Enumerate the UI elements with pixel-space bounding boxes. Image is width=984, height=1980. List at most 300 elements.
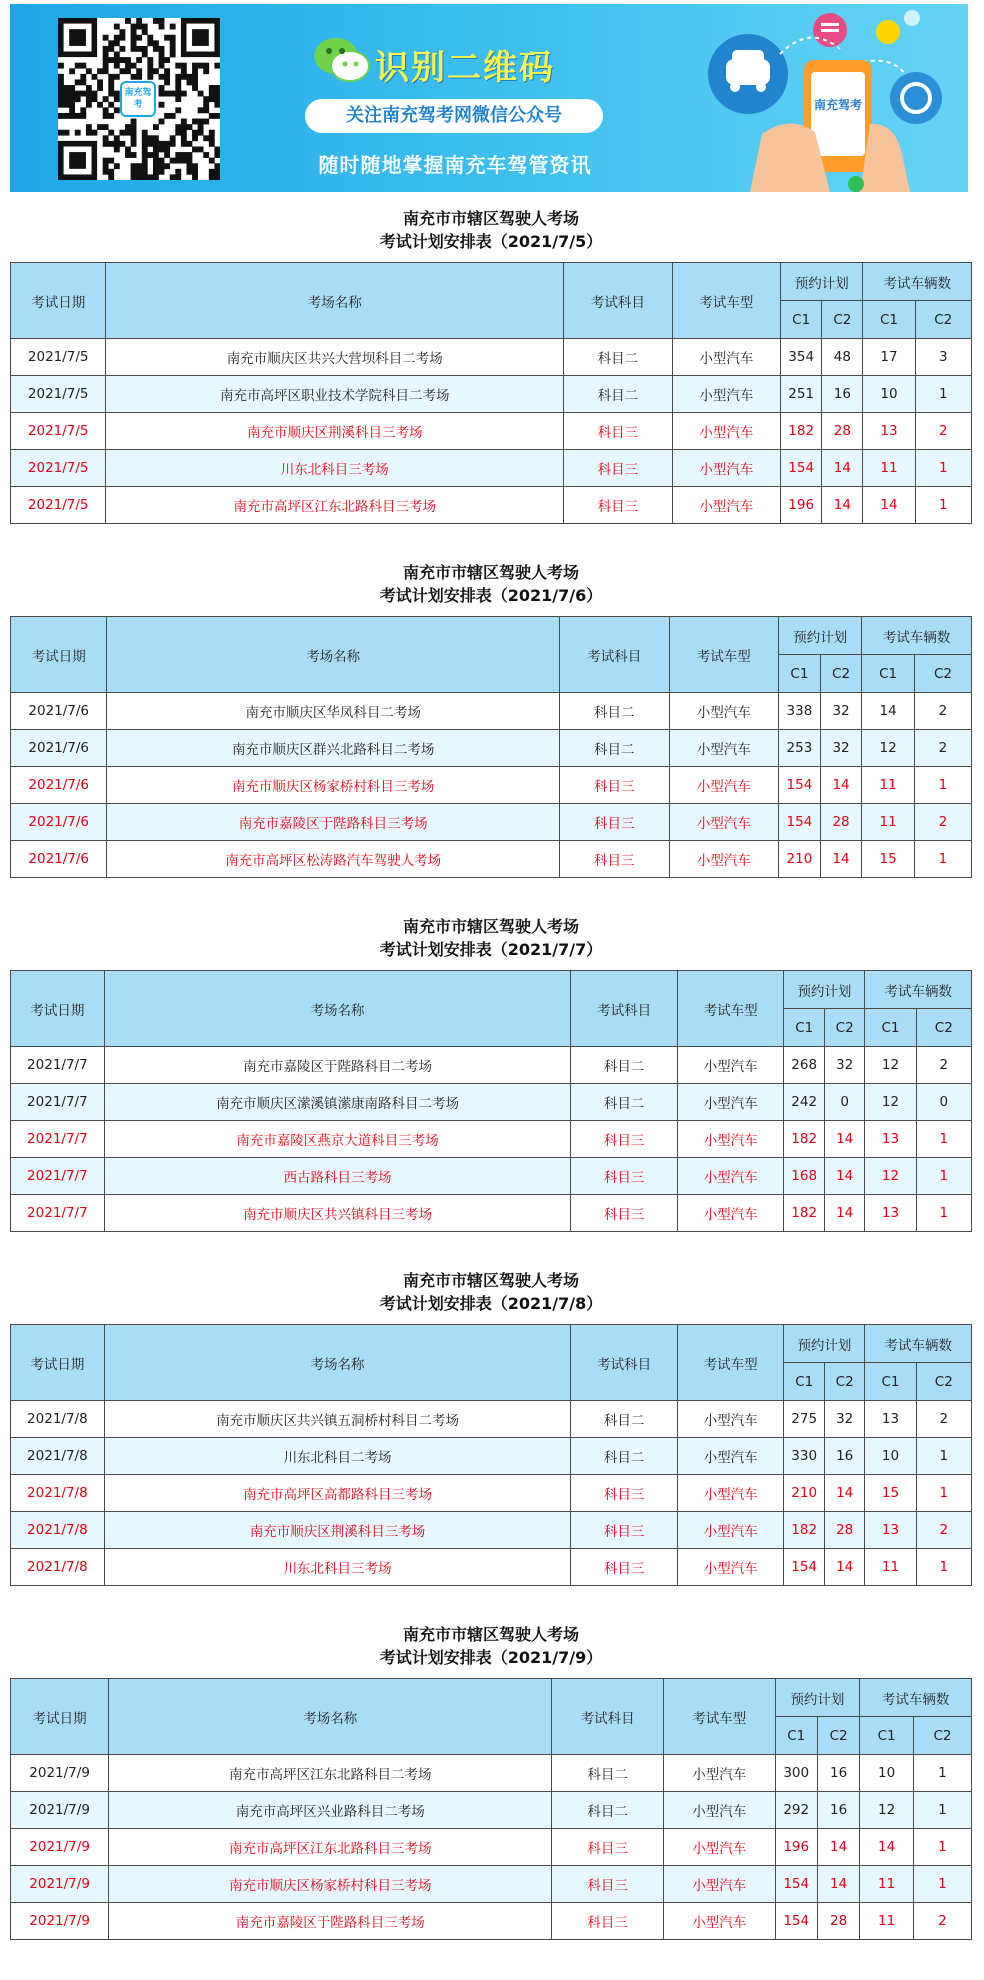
cell-subject: 科目二 bbox=[571, 1047, 678, 1084]
cell-plan-c1: 154 bbox=[775, 1866, 817, 1903]
cell-plan-c2: 14 bbox=[822, 450, 863, 487]
cell-subject: 科目三 bbox=[552, 1903, 664, 1940]
header-plan: 预约计划 bbox=[781, 263, 863, 301]
phone-screen-label: 南充驾考 bbox=[813, 98, 863, 112]
cell-venue: 南充市嘉陵区于陛路科目二考场 bbox=[104, 1047, 571, 1084]
cell-subject: 科目三 bbox=[559, 841, 669, 878]
table-row bbox=[11, 1512, 972, 1549]
cell-venue: 南充市顺庆区共兴大营坝科目二考场 bbox=[106, 339, 564, 376]
cell-date: 2021/7/7 bbox=[11, 1158, 105, 1195]
cell-plan-c1: 154 bbox=[779, 767, 821, 804]
cell-plan-c2: 48 bbox=[822, 339, 863, 376]
header-plan-c1: C1 bbox=[784, 1363, 824, 1401]
table-row bbox=[11, 376, 972, 413]
header-vehicle: 考试车型 bbox=[677, 971, 784, 1047]
cell-plan-c2: 16 bbox=[817, 1792, 859, 1829]
cell-vehicle: 小型汽车 bbox=[663, 1866, 775, 1903]
cell-date: 2021/7/8 bbox=[11, 1512, 105, 1549]
cell-date: 2021/7/8 bbox=[11, 1401, 105, 1438]
table-row bbox=[11, 1549, 972, 1586]
header-plan-c2: C2 bbox=[822, 301, 863, 339]
cell-cars-c1: 11 bbox=[863, 450, 915, 487]
cell-plan-c1: 275 bbox=[784, 1401, 824, 1438]
cell-cars-c2: 2 bbox=[915, 413, 971, 450]
cell-vehicle: 小型汽车 bbox=[669, 693, 779, 730]
header-cars-c2: C2 bbox=[916, 1363, 971, 1401]
header-subject: 考试科目 bbox=[571, 1325, 678, 1401]
cell-cars-c2: 1 bbox=[916, 1438, 971, 1475]
cell-date: 2021/7/9 bbox=[11, 1866, 109, 1903]
cell-subject: 科目二 bbox=[571, 1084, 678, 1121]
cell-plan-c2: 14 bbox=[824, 1121, 864, 1158]
cell-cars-c1: 10 bbox=[865, 1438, 916, 1475]
table-row bbox=[11, 1084, 972, 1121]
cell-subject: 科目二 bbox=[559, 693, 669, 730]
cell-venue: 南充市顺庆区共兴镇科目三考场 bbox=[104, 1195, 571, 1232]
cell-cars-c2: 0 bbox=[916, 1084, 971, 1121]
section-subtitle: 考试计划安排表（2021/7/8） bbox=[379, 1294, 603, 1313]
cell-subject: 科目二 bbox=[564, 339, 672, 376]
header-plan: 预约计划 bbox=[775, 1679, 860, 1717]
cell-venue: 南充市顺庆区杨家桥村科目三考场 bbox=[107, 767, 560, 804]
cell-venue: 南充市高坪区江东北路科目三考场 bbox=[109, 1829, 552, 1866]
table-row bbox=[11, 450, 972, 487]
cell-venue: 南充市高坪区高都路科目三考场 bbox=[104, 1475, 571, 1512]
cell-date: 2021/7/9 bbox=[11, 1903, 109, 1940]
cell-date: 2021/7/5 bbox=[11, 413, 106, 450]
cell-cars-c2: 2 bbox=[913, 1903, 971, 1940]
cell-date: 2021/7/9 bbox=[11, 1755, 109, 1792]
schedule-section bbox=[10, 1269, 972, 1586]
cell-cars-c1: 11 bbox=[862, 767, 915, 804]
cell-cars-c1: 12 bbox=[860, 1792, 914, 1829]
cell-vehicle: 小型汽车 bbox=[669, 804, 779, 841]
cell-venue: 南充市嘉陵区于陛路科目三考场 bbox=[109, 1903, 552, 1940]
header-subject: 考试科目 bbox=[571, 971, 678, 1047]
header-cars-c1: C1 bbox=[863, 301, 915, 339]
table-row bbox=[11, 1047, 972, 1084]
header-venue: 考场名称 bbox=[109, 1679, 552, 1755]
cell-subject: 科目三 bbox=[559, 767, 669, 804]
cell-date: 2021/7/8 bbox=[11, 1549, 105, 1586]
header-plan-c1: C1 bbox=[775, 1717, 817, 1755]
cell-cars-c1: 13 bbox=[865, 1121, 916, 1158]
wechat-promo-banner[interactable] bbox=[10, 4, 968, 192]
cell-cars-c2: 1 bbox=[916, 1195, 971, 1232]
cell-date: 2021/7/8 bbox=[11, 1438, 105, 1475]
schedule-table bbox=[10, 970, 972, 1232]
cell-venue: 南充市高坪区职业技术学院科目二考场 bbox=[106, 376, 564, 413]
section-subtitle: 考试计划安排表（2021/7/7） bbox=[379, 940, 603, 959]
schedule-section bbox=[10, 915, 972, 1232]
header-cars-c1: C1 bbox=[860, 1717, 914, 1755]
cell-vehicle: 小型汽车 bbox=[677, 1401, 784, 1438]
cell-vehicle: 小型汽车 bbox=[677, 1047, 784, 1084]
cell-subject: 科目三 bbox=[571, 1195, 678, 1232]
table-row bbox=[11, 1158, 972, 1195]
cell-cars-c2: 2 bbox=[914, 730, 971, 767]
header-cars-c2: C2 bbox=[915, 301, 971, 339]
header-cars: 考试车辆数 bbox=[860, 1679, 972, 1717]
section-title: 南充市市辖区驾驶人考场 bbox=[402, 1271, 579, 1290]
cell-plan-c1: 354 bbox=[781, 339, 822, 376]
cell-vehicle: 小型汽车 bbox=[669, 767, 779, 804]
header-venue: 考场名称 bbox=[106, 263, 564, 339]
cell-plan-c1: 182 bbox=[784, 1512, 824, 1549]
cell-plan-c1: 251 bbox=[781, 376, 822, 413]
cell-plan-c2: 0 bbox=[824, 1084, 864, 1121]
cell-plan-c2: 32 bbox=[824, 1047, 864, 1084]
cell-subject: 科目三 bbox=[571, 1475, 678, 1512]
cell-cars-c2: 1 bbox=[915, 450, 971, 487]
schedule-table bbox=[10, 262, 972, 524]
cell-plan-c2: 16 bbox=[824, 1438, 864, 1475]
cell-vehicle: 小型汽车 bbox=[677, 1512, 784, 1549]
header-cars-c2: C2 bbox=[913, 1717, 971, 1755]
cell-subject: 科目三 bbox=[564, 413, 672, 450]
table-row bbox=[11, 693, 972, 730]
header-plan-c2: C2 bbox=[824, 1363, 864, 1401]
cell-subject: 科目三 bbox=[559, 804, 669, 841]
cell-venue: 南充市顺庆区共兴镇五洞桥村科目二考场 bbox=[104, 1401, 571, 1438]
cell-date: 2021/7/5 bbox=[11, 339, 106, 376]
cell-date: 2021/7/9 bbox=[11, 1792, 109, 1829]
header-plan-c2: C2 bbox=[817, 1717, 859, 1755]
table-row bbox=[11, 487, 972, 524]
header-cars: 考试车辆数 bbox=[862, 617, 972, 655]
cell-date: 2021/7/9 bbox=[11, 1829, 109, 1866]
schedule-table bbox=[10, 1324, 972, 1586]
cell-cars-c1: 12 bbox=[862, 730, 915, 767]
cell-cars-c2: 2 bbox=[916, 1047, 971, 1084]
qr-code[interactable] bbox=[58, 18, 220, 180]
table-row bbox=[11, 1866, 972, 1903]
cell-plan-c1: 154 bbox=[781, 450, 822, 487]
cell-subject: 科目二 bbox=[564, 376, 672, 413]
cell-plan-c1: 154 bbox=[775, 1903, 817, 1940]
cell-cars-c2: 2 bbox=[916, 1401, 971, 1438]
cell-venue: 南充市嘉陵区于陛路科目三考场 bbox=[107, 804, 560, 841]
header-date: 考试日期 bbox=[11, 263, 106, 339]
cell-vehicle: 小型汽车 bbox=[663, 1792, 775, 1829]
header-vehicle: 考试车型 bbox=[663, 1679, 775, 1755]
cell-plan-c1: 300 bbox=[775, 1755, 817, 1792]
cell-vehicle: 小型汽车 bbox=[672, 450, 780, 487]
phone-hand-illustration bbox=[680, 4, 968, 192]
cell-vehicle: 小型汽车 bbox=[677, 1438, 784, 1475]
cell-venue: 川东北科目三考场 bbox=[104, 1549, 571, 1586]
cell-plan-c2: 14 bbox=[824, 1195, 864, 1232]
cell-vehicle: 小型汽车 bbox=[677, 1084, 784, 1121]
cell-plan-c2: 14 bbox=[820, 841, 862, 878]
cell-subject: 科目三 bbox=[552, 1866, 664, 1903]
cell-subject: 科目三 bbox=[571, 1512, 678, 1549]
cell-venue: 川东北科目三考场 bbox=[106, 450, 564, 487]
cell-vehicle: 小型汽车 bbox=[663, 1829, 775, 1866]
cell-venue: 南充市顺庆区荆溪科目三考场 bbox=[106, 413, 564, 450]
cell-vehicle: 小型汽车 bbox=[663, 1755, 775, 1792]
cell-cars-c1: 13 bbox=[863, 413, 915, 450]
section-subtitle: 考试计划安排表（2021/7/6） bbox=[379, 586, 603, 605]
cell-date: 2021/7/6 bbox=[11, 730, 107, 767]
cell-cars-c2: 3 bbox=[915, 339, 971, 376]
header-venue: 考场名称 bbox=[107, 617, 560, 693]
cell-cars-c1: 10 bbox=[860, 1755, 914, 1792]
header-vehicle: 考试车型 bbox=[669, 617, 779, 693]
cell-subject: 科目三 bbox=[571, 1549, 678, 1586]
cell-vehicle: 小型汽车 bbox=[677, 1195, 784, 1232]
cell-plan-c1: 182 bbox=[781, 413, 822, 450]
cell-plan-c1: 196 bbox=[781, 487, 822, 524]
cell-date: 2021/7/7 bbox=[11, 1047, 105, 1084]
header-plan-c2: C2 bbox=[820, 655, 862, 693]
cell-date: 2021/7/5 bbox=[11, 450, 106, 487]
cell-date: 2021/7/6 bbox=[11, 767, 107, 804]
cell-plan-c2: 28 bbox=[817, 1903, 859, 1940]
cell-date: 2021/7/5 bbox=[11, 487, 106, 524]
cell-plan-c2: 14 bbox=[820, 767, 862, 804]
table-row bbox=[11, 804, 972, 841]
cell-cars-c1: 13 bbox=[865, 1401, 916, 1438]
header-plan-c1: C1 bbox=[779, 655, 821, 693]
cell-vehicle: 小型汽车 bbox=[672, 487, 780, 524]
cell-date: 2021/7/8 bbox=[11, 1475, 105, 1512]
table-row bbox=[11, 1475, 972, 1512]
table-row bbox=[11, 1903, 972, 1940]
cell-vehicle: 小型汽车 bbox=[677, 1549, 784, 1586]
cell-venue: 南充市高坪区江东北路科目三考场 bbox=[106, 487, 564, 524]
cell-cars-c1: 14 bbox=[863, 487, 915, 524]
header-cars-c2: C2 bbox=[914, 655, 971, 693]
header-cars: 考试车辆数 bbox=[865, 1325, 972, 1363]
cell-plan-c2: 32 bbox=[820, 730, 862, 767]
schedule-section bbox=[10, 207, 972, 524]
cell-plan-c1: 253 bbox=[779, 730, 821, 767]
table-row bbox=[11, 339, 972, 376]
cell-subject: 科目二 bbox=[559, 730, 669, 767]
cell-date: 2021/7/5 bbox=[11, 376, 106, 413]
cell-venue: 南充市顺庆区荆溪科目三考场 bbox=[104, 1512, 571, 1549]
cell-cars-c1: 17 bbox=[863, 339, 915, 376]
cell-cars-c1: 12 bbox=[865, 1158, 916, 1195]
cell-cars-c2: 1 bbox=[913, 1755, 971, 1792]
cell-venue: 西古路科目三考场 bbox=[104, 1158, 571, 1195]
cell-plan-c1: 168 bbox=[784, 1158, 824, 1195]
qr-logo-badge: 南充驾考 bbox=[120, 81, 156, 117]
cell-vehicle: 小型汽车 bbox=[677, 1475, 784, 1512]
cell-venue: 南充市高坪区江东北路科目二考场 bbox=[109, 1755, 552, 1792]
cell-plan-c2: 14 bbox=[817, 1829, 859, 1866]
cell-plan-c1: 182 bbox=[784, 1195, 824, 1232]
table-row bbox=[11, 1195, 972, 1232]
cell-cars-c2: 1 bbox=[914, 841, 971, 878]
header-plan-c1: C1 bbox=[784, 1009, 824, 1047]
schedule-table bbox=[10, 1678, 972, 1940]
table-row bbox=[11, 1121, 972, 1158]
cell-date: 2021/7/7 bbox=[11, 1121, 105, 1158]
table-row bbox=[11, 1755, 972, 1792]
cell-vehicle: 小型汽车 bbox=[669, 841, 779, 878]
cell-cars-c1: 12 bbox=[865, 1084, 916, 1121]
cell-cars-c2: 1 bbox=[916, 1121, 971, 1158]
header-plan: 预约计划 bbox=[779, 617, 862, 655]
header-cars: 考试车辆数 bbox=[863, 263, 972, 301]
cell-date: 2021/7/6 bbox=[11, 693, 107, 730]
cell-plan-c1: 242 bbox=[784, 1084, 824, 1121]
header-vehicle: 考试车型 bbox=[677, 1325, 784, 1401]
section-title: 南充市市辖区驾驶人考场 bbox=[402, 563, 579, 582]
cell-venue: 南充市顺庆区潆溪镇潆康南路科目二考场 bbox=[104, 1084, 571, 1121]
section-title: 南充市市辖区驾驶人考场 bbox=[402, 1625, 579, 1644]
cell-venue: 南充市高坪区松涛路汽车驾驶人考场 bbox=[107, 841, 560, 878]
cell-subject: 科目三 bbox=[564, 450, 672, 487]
cell-cars-c1: 13 bbox=[865, 1512, 916, 1549]
header-venue: 考场名称 bbox=[104, 971, 571, 1047]
cell-venue: 南充市顺庆区华凤科目二考场 bbox=[107, 693, 560, 730]
header-date: 考试日期 bbox=[11, 1325, 105, 1401]
cell-plan-c2: 28 bbox=[820, 804, 862, 841]
cell-cars-c1: 11 bbox=[860, 1903, 914, 1940]
cell-cars-c1: 11 bbox=[865, 1549, 916, 1586]
cell-plan-c1: 330 bbox=[784, 1438, 824, 1475]
banner-subtitle: 随时随地掌握南充车驾管资讯 bbox=[318, 153, 592, 177]
header-date: 考试日期 bbox=[11, 1679, 109, 1755]
cell-cars-c1: 10 bbox=[863, 376, 915, 413]
cell-subject: 科目三 bbox=[571, 1121, 678, 1158]
cell-date: 2021/7/6 bbox=[11, 804, 107, 841]
cell-cars-c1: 14 bbox=[860, 1829, 914, 1866]
header-venue: 考场名称 bbox=[104, 1325, 571, 1401]
cell-subject: 科目二 bbox=[571, 1401, 678, 1438]
section-subtitle: 考试计划安排表（2021/7/9） bbox=[379, 1648, 603, 1667]
cell-cars-c2: 1 bbox=[916, 1158, 971, 1195]
cell-cars-c1: 11 bbox=[862, 804, 915, 841]
table-row bbox=[11, 841, 972, 878]
cell-plan-c1: 210 bbox=[779, 841, 821, 878]
cell-plan-c2: 28 bbox=[822, 413, 863, 450]
header-cars: 考试车辆数 bbox=[865, 971, 972, 1009]
cell-cars-c2: 1 bbox=[915, 487, 971, 524]
cell-cars-c2: 2 bbox=[916, 1512, 971, 1549]
cell-date: 2021/7/7 bbox=[11, 1084, 105, 1121]
cell-subject: 科目二 bbox=[571, 1438, 678, 1475]
cell-date: 2021/7/7 bbox=[11, 1195, 105, 1232]
cell-venue: 南充市顺庆区杨家桥村科目三考场 bbox=[109, 1866, 552, 1903]
cell-plan-c2: 16 bbox=[822, 376, 863, 413]
cell-cars-c1: 13 bbox=[865, 1195, 916, 1232]
cell-vehicle: 小型汽车 bbox=[663, 1903, 775, 1940]
cell-plan-c1: 292 bbox=[775, 1792, 817, 1829]
header-date: 考试日期 bbox=[11, 617, 107, 693]
cell-vehicle: 小型汽车 bbox=[672, 376, 780, 413]
cell-plan-c1: 154 bbox=[784, 1549, 824, 1586]
cell-cars-c1: 12 bbox=[865, 1047, 916, 1084]
schedule-section bbox=[10, 1623, 972, 1940]
cell-plan-c2: 16 bbox=[817, 1755, 859, 1792]
cell-plan-c2: 28 bbox=[824, 1512, 864, 1549]
cell-plan-c1: 338 bbox=[779, 693, 821, 730]
cell-plan-c1: 196 bbox=[775, 1829, 817, 1866]
schedule-section bbox=[10, 561, 972, 878]
schedule-table bbox=[10, 616, 972, 878]
header-cars-c1: C1 bbox=[862, 655, 915, 693]
cell-cars-c2: 1 bbox=[913, 1792, 971, 1829]
table-row bbox=[11, 1438, 972, 1475]
table-row bbox=[11, 1829, 972, 1866]
cell-cars-c2: 1 bbox=[916, 1475, 971, 1512]
cell-venue: 南充市高坪区兴业路科目二考场 bbox=[109, 1792, 552, 1829]
header-subject: 考试科目 bbox=[564, 263, 672, 339]
table-row bbox=[11, 767, 972, 804]
cell-plan-c2: 14 bbox=[817, 1866, 859, 1903]
cell-subject: 科目三 bbox=[552, 1829, 664, 1866]
cell-plan-c2: 14 bbox=[824, 1475, 864, 1512]
cell-cars-c1: 14 bbox=[862, 693, 915, 730]
cell-date: 2021/7/6 bbox=[11, 841, 107, 878]
table-row bbox=[11, 730, 972, 767]
table-row bbox=[11, 413, 972, 450]
cell-cars-c2: 1 bbox=[916, 1549, 971, 1586]
cell-plan-c2: 14 bbox=[824, 1158, 864, 1195]
wechat-icon bbox=[312, 34, 372, 86]
section-title: 南充市市辖区驾驶人考场 bbox=[402, 917, 579, 936]
cell-plan-c1: 154 bbox=[779, 804, 821, 841]
header-cars-c1: C1 bbox=[865, 1009, 916, 1047]
cell-plan-c2: 32 bbox=[820, 693, 862, 730]
cell-cars-c2: 2 bbox=[914, 693, 971, 730]
cell-plan-c2: 14 bbox=[824, 1549, 864, 1586]
follow-account-pill[interactable]: 关注南充驾考网微信公众号 bbox=[305, 99, 603, 133]
header-date: 考试日期 bbox=[11, 971, 105, 1047]
header-cars-c1: C1 bbox=[865, 1363, 916, 1401]
cell-subject: 科目三 bbox=[571, 1158, 678, 1195]
cell-vehicle: 小型汽车 bbox=[677, 1121, 784, 1158]
cell-venue: 南充市顺庆区群兴北路科目二考场 bbox=[107, 730, 560, 767]
cell-plan-c1: 268 bbox=[784, 1047, 824, 1084]
cell-cars-c2: 1 bbox=[914, 767, 971, 804]
header-plan-c2: C2 bbox=[824, 1009, 864, 1047]
cell-plan-c2: 32 bbox=[824, 1401, 864, 1438]
cell-cars-c2: 2 bbox=[914, 804, 971, 841]
cell-subject: 科目二 bbox=[552, 1755, 664, 1792]
cell-cars-c2: 1 bbox=[915, 376, 971, 413]
cell-vehicle: 小型汽车 bbox=[672, 339, 780, 376]
cell-cars-c1: 11 bbox=[860, 1866, 914, 1903]
cell-subject: 科目三 bbox=[564, 487, 672, 524]
cell-venue: 南充市嘉陵区燕京大道科目三考场 bbox=[104, 1121, 571, 1158]
banner-title: 识别二维码 bbox=[375, 48, 555, 88]
cell-vehicle: 小型汽车 bbox=[672, 413, 780, 450]
cell-plan-c1: 210 bbox=[784, 1475, 824, 1512]
cell-cars-c1: 15 bbox=[865, 1475, 916, 1512]
cell-vehicle: 小型汽车 bbox=[669, 730, 779, 767]
cell-cars-c2: 1 bbox=[913, 1866, 971, 1903]
cell-plan-c1: 182 bbox=[784, 1121, 824, 1158]
header-plan: 预约计划 bbox=[784, 1325, 865, 1363]
cell-venue: 川东北科目二考场 bbox=[104, 1438, 571, 1475]
table-row bbox=[11, 1792, 972, 1829]
header-subject: 考试科目 bbox=[559, 617, 669, 693]
cell-subject: 科目二 bbox=[552, 1792, 664, 1829]
section-title: 南充市市辖区驾驶人考场 bbox=[402, 209, 579, 228]
cell-cars-c2: 1 bbox=[913, 1829, 971, 1866]
section-subtitle: 考试计划安排表（2021/7/5） bbox=[379, 232, 603, 251]
cell-plan-c2: 14 bbox=[822, 487, 863, 524]
header-vehicle: 考试车型 bbox=[672, 263, 780, 339]
header-cars-c2: C2 bbox=[916, 1009, 971, 1047]
cell-cars-c1: 15 bbox=[862, 841, 915, 878]
header-plan: 预约计划 bbox=[784, 971, 865, 1009]
